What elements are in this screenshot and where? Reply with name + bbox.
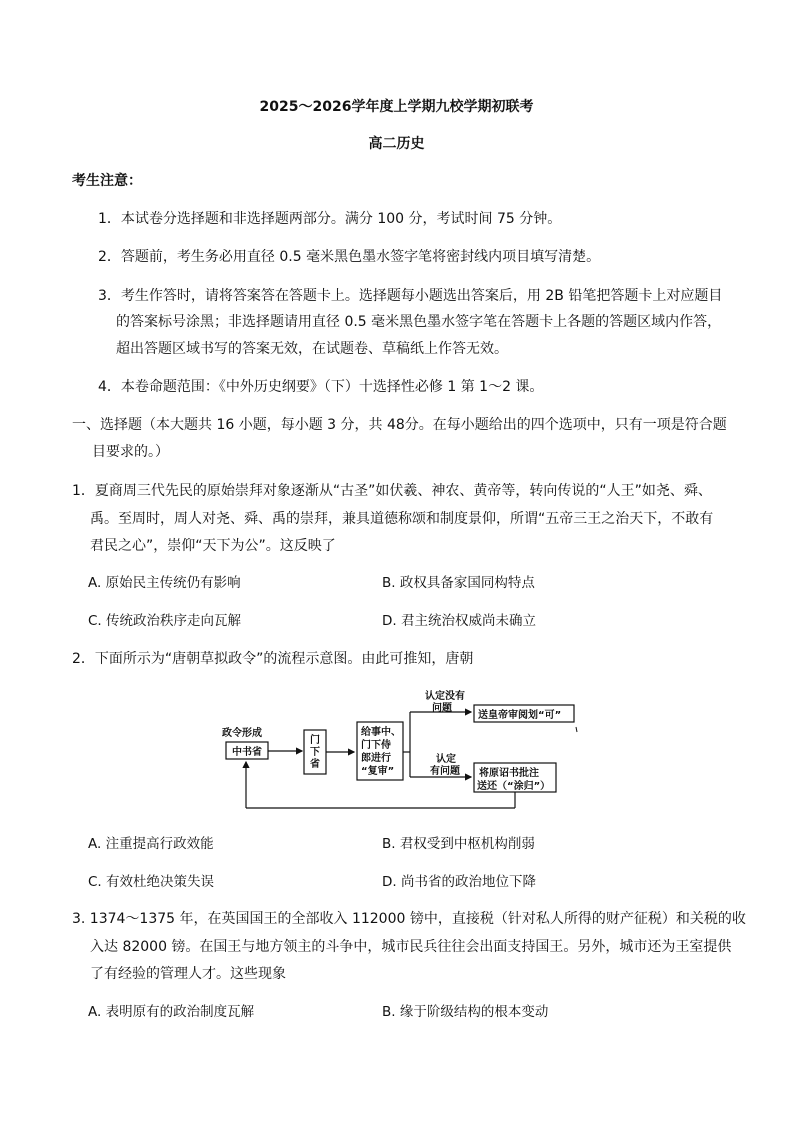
box-menxia-label-2: 下 [310,747,320,758]
q2-stem: 2．下面所示为“唐朝草拟政令”的流程示意图。由此可推知，唐朝 [72,651,474,667]
box-review-label-4: “复审” [361,766,395,777]
q3-stem-line1: 3. 1374～1375 年，在英国国王的全部收入 112000 镑中，直接税（针对私人所得的财产征税）和关税的收 [72,911,746,927]
notice-heading: 考生注意： [72,173,142,189]
box-review-label-3: 郎进行 [361,753,391,764]
box-review-label-1: 给事中、 [361,727,401,738]
box-emperor-label: 送皇帝审阅划“可” [478,710,562,721]
section1-line1: 一、选择题（本大题共 16 小题，每小题 3 分，共 48分。在每小题给出的四个选项中，只有一项是符合题 [72,417,727,433]
q2-option-c: C. 有效杜绝决策失误 [88,874,215,890]
q1-option-d: D. 君主统治权威尚未确立 [382,613,536,629]
section1-line2: 目要求的。） [92,444,169,460]
q3-stem-line2: 入达 82000 镑。在国王与地方领主的斗争中，城市民兵往往会出面支持国王。另外，城市还为王室提供 [90,939,732,955]
box-menxia-label-3: 省 [310,759,320,770]
label-no-issue-2: 问题 [432,703,452,714]
q1-stem-line1: 1．夏商周三代先民的原始崇拜对象逐渐从“古圣”如伏羲、神农、黄帝等，转向传说的“人王”如尧、舜、 [72,483,712,499]
label-has-issue-1: 认定 [436,754,456,765]
q3-stem-line3: 了有经验的管理人才。这些现象 [90,966,286,982]
label-no-issue-1: 认定没有 [425,691,465,702]
q2-option-a: A. 注重提高行政效能 [88,836,214,852]
q1-option-c: C. 传统政治秩序走向瓦解 [88,613,242,629]
notice-item-3-cont-1: 的答案标号涂黑；非选择题请用直径 0.5 毫米黑色墨水签字笔在答题卡上各题的答题区域内作答， [116,314,722,330]
q2-option-b: B. 君权受到中枢机构削弱 [382,836,535,852]
q3-option-a: A. 表明原有的政治制度瓦解 [88,1004,255,1020]
label-decree-formation: 政令形成 [222,728,262,739]
label-has-issue-2: 有问题 [430,766,460,777]
notice-item-1: 1．本试卷分选择题和非选择题两部分。满分 100 分，考试时间 75 分钟。 [98,211,562,227]
notice-item-3: 3．考生作答时，请将答案答在答题卡上。选择题每小题选出答案后，用 2B 铅笔把答题卡上对应题目 [98,288,723,304]
q1-stem-line2: 禹。至周时，周人对尧、舜、禹的崇拜，兼具道德称颂和制度景仰，所谓“五帝三王之治天下，不敢有 [90,511,714,527]
box-zhongshu-label: 中书省 [232,747,262,758]
box-review-label-2: 门下侍 [361,740,391,751]
q3-option-b: B. 缘于阶级结构的根本变动 [382,1004,549,1020]
box-menxia-label-1: 门 [310,735,320,746]
exam-title: 2025～2026学年度上学期九校学期初联考 [259,99,534,115]
q1-stem-line3: 君民之心”，崇仰“天下为公”。这反映了 [90,538,336,554]
q1-option-b: B. 政权具备家国同构特点 [382,575,535,591]
notice-item-2: 2．答题前，考生务必用直径 0.5 毫米黑色墨水签字笔将密封线内项目填写清楚。 [98,249,601,265]
notice-item-4: 4．本卷命题范围：《中外历史纲要》（下）十选择性必修 1 第 1～2 课。 [98,379,544,395]
notice-item-3-cont-2: 超出答题区域书写的答案无效，在试题卷、草稿纸上作答无效。 [116,341,508,357]
q1-option-a: A. 原始民主传统仍有影响 [88,575,241,591]
box-return-label-1: 将原诏书批注 [479,768,539,779]
subject-title: 高二历史 [368,136,425,152]
q2-option-d: D. 尚书省的政治地位下降 [382,874,536,890]
box-return-label-2: 送还（“涂归”） [477,781,551,792]
